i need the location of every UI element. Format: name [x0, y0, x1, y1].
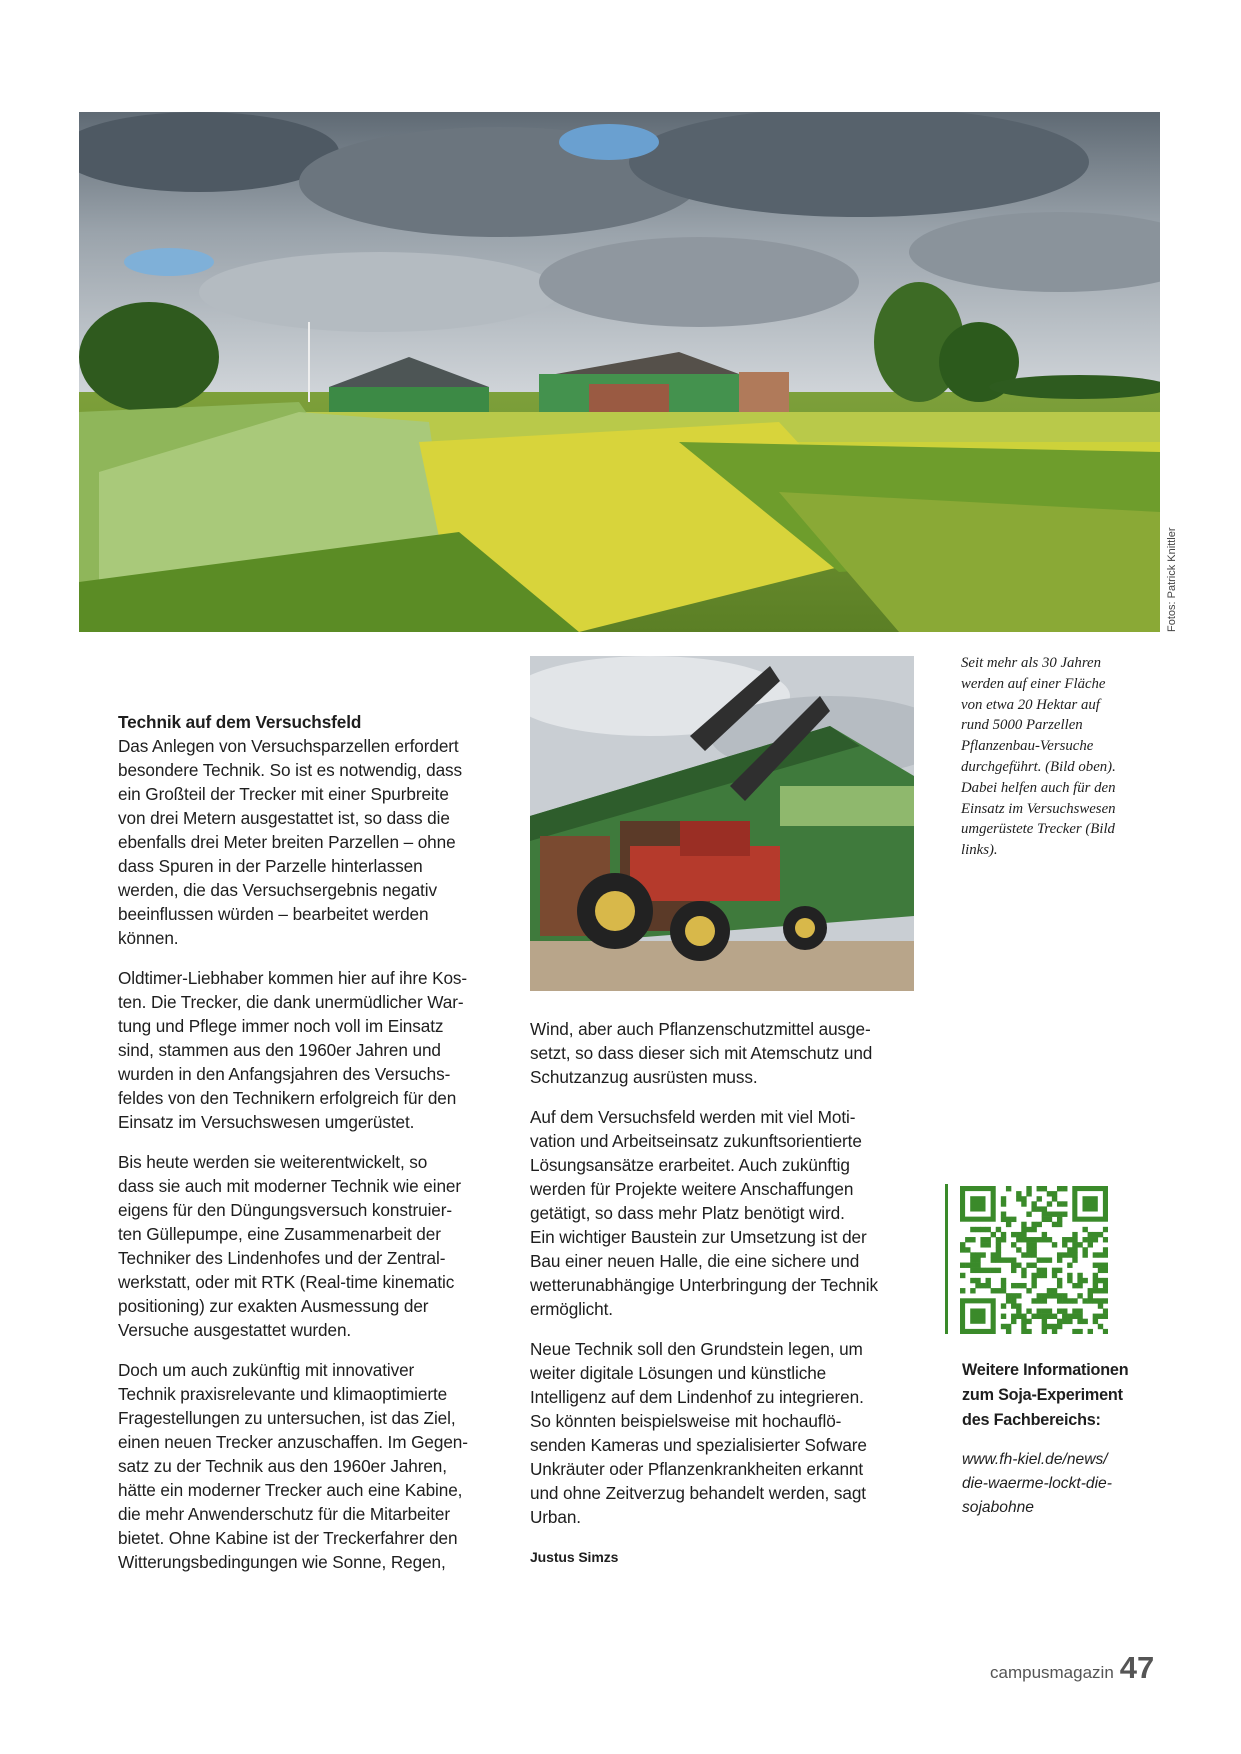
article-column-1 — [118, 710, 506, 1590]
hero-photo-field — [79, 112, 1160, 632]
info-accent-bar — [945, 1184, 948, 1334]
qr-code[interactable] — [960, 1186, 1108, 1334]
info-title: Weitere Informationen zum Soja-Experiment des Fachbereichs: — [962, 1361, 1129, 1429]
paragraph: Oldtimer-Liebhaber kommen hier auf ihre Kos- ten. Die Trecker, die dank unermüdlicher War- tung und Pflege immer noch voll im Einsatz sind, stammen aus den 1960er Jahren und wurden in den Anfangsjahren des Versuchs- feldes von den Technikern erfolgreich für den Einsatz im Versuchswesen umgerüstet. — [118, 968, 468, 1132]
photo-credit: Fotos: Patrick Knittler — [1166, 527, 1178, 632]
paragraph: Wind, aber auch Pflanzenschutzmittel ausge- setzt, so dass dieser sich mit Atemschutz und Schutzanzug ausrüsten muss. — [530, 1019, 873, 1087]
page-number: 47 — [1119, 1650, 1155, 1685]
article-column-2 — [530, 1017, 918, 1569]
paragraph: Auf dem Versuchsfeld werden mit viel Moti- vation und Arbeitseinsatz zukunftsorientierte Lösungsansätze erarbeitet. Auch zukünftig werden für Projekte weitere Anschaffungen getätigt, so dass mehr Platz benötigt wird. Ein wichtiger Baustein zur Umsetzung ist der Bau einer neuen Halle, die eine sichere und wetterunabhängige Unterbringung der Technik ermöglicht. — [530, 1107, 878, 1319]
magazine-name: campusmagazin — [990, 1663, 1114, 1682]
paragraph: Doch um auch zukünftig mit innovativer Technik praxisrelevante und klimaoptimierte Fragestellungen zu untersuchen, ist das Ziel, einen neuen Trecker anzuschaffen. Im Gegen- satz zu der Technik aus den 1960er Jahren, hätte ein moderner Trecker auch eine Kabine, die mehr Anwenderschutz für die Mitarbeiter bietet. Ohne Kabine ist der Treckerfahrer den Witterungsbedingungen wie Sonne, Regen, — [118, 1360, 468, 1572]
paragraph: Neue Technik soll den Grundstein legen, um weiter digitale Lösungen und künstliche Intelligenz auf dem Lindenhof zu integrieren. So könnten beispielsweise mit hochauflö- senden Kameras und spezialisierter Sofware Unkräuter oder Pflanzenkrankheiten erkannt und ohne Zeitverzug behandelt werden, sagt Urban. — [530, 1339, 867, 1527]
info-url-link[interactable]: www.fh-kiel.de/news/ die-waerme-lockt-die- sojabohne — [962, 1451, 1112, 1516]
author-name: Justus Simzs — [530, 1549, 619, 1565]
paragraph: Das Anlegen von Versuchsparzellen erfordert besondere Technik. So ist es notwendig, dass ein Großteil der Trecker mit einer Spurbreite von drei Metern ausgestattet ist, so dass die ebenfalls drei Meter breiten Parzellen – ohne dass Spuren in der Parzelle hinterlassen werden, die das Versuchsergebnis negativ beeinflussen würden – bearbeitet werden können. — [118, 736, 463, 948]
paragraph: Bis heute werden sie weiterentwickelt, so dass sie auch mit moderner Technik wie einer eigens für den Düngungsversuch konstruier- ten Güllepumpe, eine Zusammenarbeit der Techniker des Lindenhofes und der Zentral- werkstatt, oder mit RTK (Real-time kinematic positioning) zur exakten Ausmessung der Versuche ausgestattet wurden. — [118, 1152, 462, 1340]
photo-caption: Seit mehr als 30 Jahren werden auf einer Fläche von etwa 20 Hektar auf rund 5000 Parzellen Pflanzenbau-Versuche durchgeführt. (Bild oben). Dabei helfen auch für den Einsatz im Versuchswesen umgerüstete Trecker (Bild links). — [961, 655, 1116, 859]
tractor-photo — [530, 656, 914, 991]
article-heading: Technik auf dem Versuchsfeld — [118, 712, 362, 732]
page-footer — [990, 1650, 1154, 1684]
